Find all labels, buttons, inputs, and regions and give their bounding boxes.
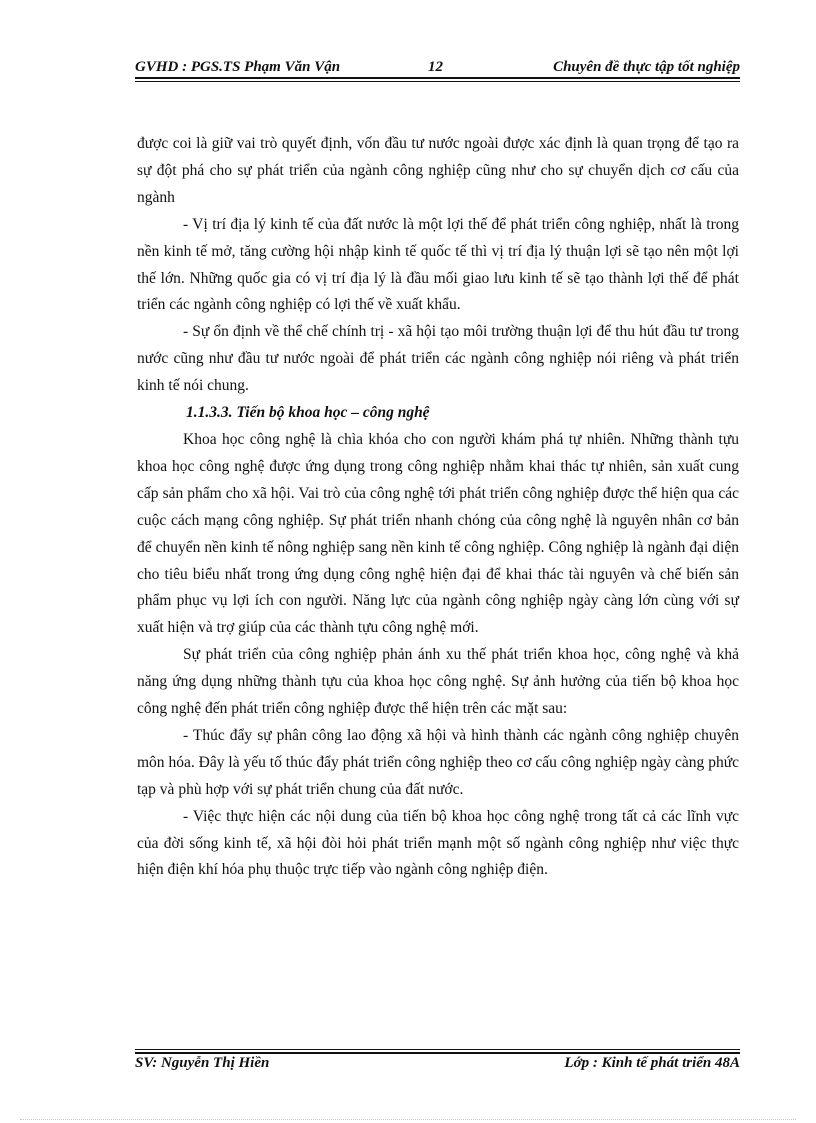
- header-supervisor: GVHD : PGS.TS Phạm Văn Vận: [135, 59, 341, 75]
- footer-rule-thin: [135, 1049, 740, 1050]
- header-rule-thin: [135, 81, 740, 82]
- header-document-type: Chuyên đề thực tập tốt nghiệp: [553, 59, 740, 75]
- paragraph-labor-division: - Thúc đẩy sự phân công lao động xã hội và hình thành các ngành công nghiệp chuyên môn hóa. Đây là yếu tố thúc đẩy phát triển công nghiệp theo cơ cấu công nghiệp ngày càng phức tạp và phù hợp với sự phát triển chung của đất nước.: [137, 726, 739, 798]
- paragraph-electrification: - Việc thực hiện các nội dung của tiến bộ khoa học công nghệ trong tất cả các lĩnh vực của đời sống kinh tế, xã hội đòi hỏi phát triển mạnh một số ngành công nghiệp như việc thực hiện điện khí hóa phụ thuộc trực tiếp vào ngành công nghiệp điện.: [137, 807, 739, 879]
- footer-student: SV: Nguyễn Thị Hiền: [135, 1055, 270, 1071]
- paragraph-political-stability: - Sự ổn định về thể chế chính trị - xã hội tạo môi trường thuận lợi để thu hút đầu tư trong nước cũng như đầu tư nước ngoài để phát triển các ngành công nghiệp nói riêng và phát triển kinh tế nói chung.: [137, 323, 739, 395]
- footer-class: Lớp : Kinh tế phát triển 48A: [564, 1055, 740, 1071]
- page-body: [137, 131, 739, 884]
- paragraph-geographic-location: - Vị trí địa lý kinh tế của đất nước là một lợi thế để phát triển công nghiệp, nhất là trong nền kinh tế mở, tăng cường hội nhập kinh tế quốc tế thì vị trí địa lý thuận lợi sẽ tạo nên một lợi thế lớn. Những quốc gia có vị trí địa lý là đầu mối giao lưu kinh tế sẽ tạo thành lợi thế để phát triển các ngành công nghiệp có lợi thế về xuất khẩu.: [137, 215, 739, 314]
- page-number: 12: [428, 59, 443, 75]
- page-header: [135, 56, 740, 78]
- paragraph-industry-development: Sự phát triển của công nghiệp phản ánh xu thế phát triển khoa học, công nghệ và khả năng ứng dụng những thành tựu của khoa học công nghệ. Sự ảnh hưởng của tiến bộ khoa học công nghệ đến phát triển công nghiệp được thể hiện trên các mặt sau:: [137, 646, 739, 718]
- header-rule-thick: [135, 77, 740, 79]
- page-footer: [135, 1053, 740, 1073]
- page-edge-divider: [20, 1119, 796, 1120]
- paragraph-continuation: được coi là giữ vai trò quyết định, vốn đầu tư nước ngoài được xác định là quan trọng để tạo ra sự đột phá cho sự phát triển của ngành công nghiệp cũng như cho sự chuyển dịch cơ cấu của ngành: [137, 135, 739, 206]
- paragraph-technology-key: Khoa học công nghệ là chìa khóa cho con người khám phá tự nhiên. Những thành tựu khoa học công nghệ được ứng dụng trong công nghiệp nhằm khai thác tự nhiên, sản xuất cung cấp sản phẩm cho xã hội. Vai trò của công nghệ tới phát triển công nghiệp được thể hiện qua các cuộc cách mạng công nghiệp. Sự phát triển nhanh chóng của công nghệ là nguyên nhân cơ bản để chuyển nền kinh tế nông nghiệp sang nền kinh tế công nghiệp. Công nghiệp là ngành đại diện cho tiêu biểu nhất trong ứng dụng công nghệ hiện đại để khai thác tài nguyên và chế biến sản phẩm phục vụ lợi ích con người. Năng lực của ngành công nghiệp ngày càng lớn cùng với sự xuất hiện và trợ giúp của các thành tựu công nghệ mới.: [137, 430, 739, 637]
- section-heading: 1.1.3.3. Tiến bộ khoa học – công nghệ: [186, 404, 430, 422]
